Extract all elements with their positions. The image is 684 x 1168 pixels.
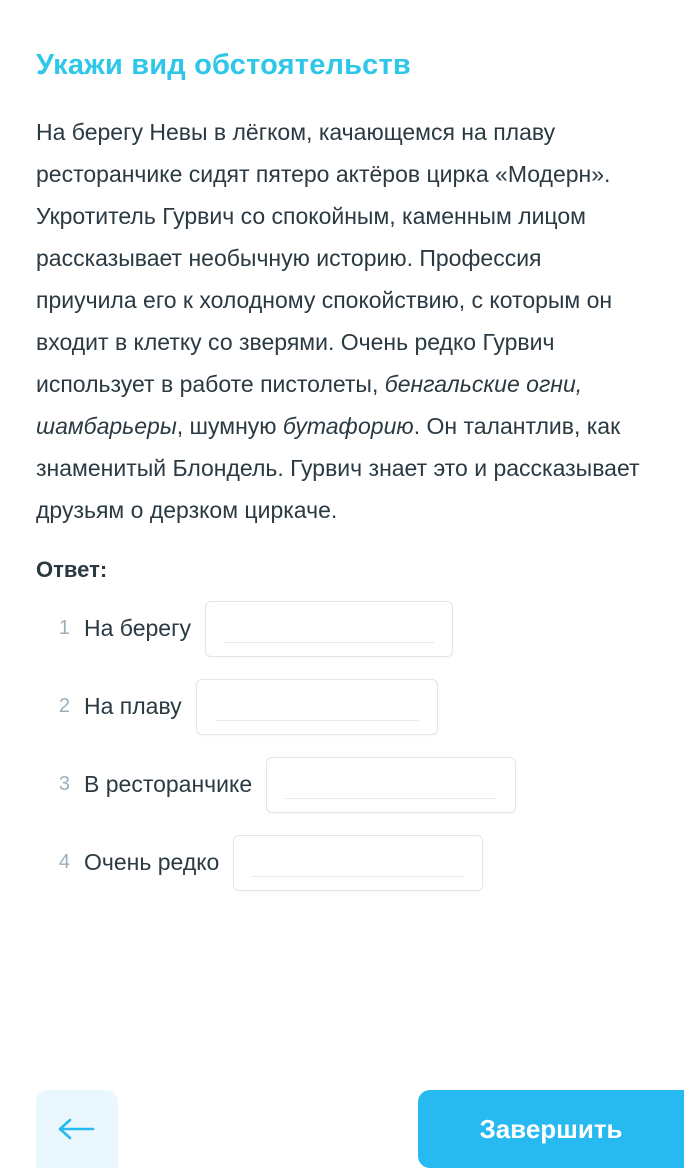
row-number: 4	[58, 851, 70, 874]
row-label: На плаву	[84, 693, 182, 720]
dropzone-underline	[224, 642, 434, 643]
page-title: Укажи вид обстоятельств	[36, 49, 411, 81]
row-number: 3	[58, 773, 70, 796]
row-number: 2	[58, 695, 70, 718]
footer-bar	[0, 1072, 684, 1168]
row-label: Очень редко	[84, 849, 220, 876]
passage-segment-italic: бутафорию	[282, 412, 414, 439]
passage-segment: , шумную	[176, 412, 283, 439]
answer-dropzone-1[interactable]	[205, 601, 453, 657]
passage-text	[36, 111, 648, 531]
answer-label: Ответ:	[36, 556, 108, 582]
arrow-left-icon	[57, 1116, 97, 1142]
finish-button[interactable]: Завершить	[418, 1090, 684, 1168]
row-label: На берегу	[84, 615, 191, 642]
answer-row	[36, 679, 648, 735]
row-label: В ресторанчике	[84, 771, 253, 798]
passage-segment-italic: бенгальские огни, шамбарьеры	[36, 370, 583, 439]
passage-segment: На берегу Невы в лёгком, качающемся на плаву ресторанчике сидят пятеро актёров цирка «Модерн». Укротитель Гурвич со спокойным, каменным лицом рассказывает необычную историю. Профессия приучила его к холодному спокойствию, с которым он входит в клетку со зверями. Очень редко Гурвич использует в работе пистолеты,	[36, 118, 613, 397]
dropzone-underline	[215, 720, 419, 721]
dropzone-underline	[285, 798, 497, 799]
row-number: 1	[58, 617, 70, 640]
answer-row	[36, 757, 648, 813]
answer-rows	[36, 601, 648, 891]
answer-row	[36, 601, 648, 657]
answer-dropzone-4[interactable]	[233, 835, 483, 891]
answer-row	[36, 835, 648, 891]
passage-segment: . Он талантлив, как знаменитый Блондель. Гурвич знает это и рассказывает друзьям о дерзком циркаче.	[36, 412, 640, 523]
back-button[interactable]	[36, 1090, 118, 1168]
answer-dropzone-2[interactable]	[196, 679, 438, 735]
dropzone-underline	[252, 876, 464, 877]
answer-dropzone-3[interactable]	[266, 757, 516, 813]
